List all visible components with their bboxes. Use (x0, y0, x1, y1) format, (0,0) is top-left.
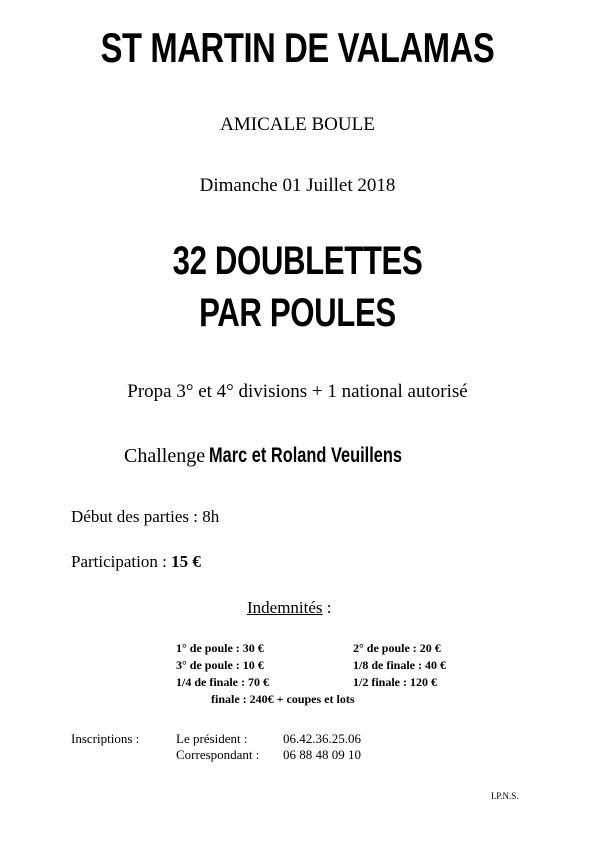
ipns-note: I.P.N.S. (491, 791, 519, 801)
prize-item: 2° de poule : 20 € (353, 641, 441, 655)
challenge-honoree: Marc et Roland Veuillens (209, 444, 403, 467)
inscriptions-label: Inscriptions : (71, 731, 140, 746)
contact-role: Correspondant : (176, 747, 260, 762)
prize-item: 1/8 de finale : 40 € (353, 658, 446, 672)
town-title: ST MARTIN DE VALAMAS (100, 24, 495, 71)
indemnites-heading (247, 598, 332, 618)
participation-line (71, 552, 201, 572)
indemnites-title: Indemnités (247, 598, 323, 617)
prize-item: 1° de poule : 30 € (176, 641, 264, 655)
challenge-line (124, 444, 457, 468)
challenge-label: Challenge (124, 445, 206, 467)
start-time: Début des parties : 8h (71, 507, 220, 526)
contact-phone: 06.42.36.25.06 (283, 731, 361, 746)
divisions-info: Propa 3° et 4° divisions + 1 national autorisé (127, 381, 468, 402)
event-format-line2: PAR POULES (199, 291, 396, 335)
prize-item: 1/2 finale : 120 € (353, 675, 437, 689)
contact-phone: 06 88 48 09 10 (283, 747, 361, 762)
club-name: AMICALE BOULE (220, 114, 375, 135)
indemnites-colon: : (322, 598, 332, 617)
contact-role: Le président : (176, 731, 248, 746)
participation-label: Participation : (71, 552, 172, 571)
prize-final: finale : 240€ + coupes et lots (211, 692, 355, 706)
event-date: Dimanche 01 Juillet 2018 (199, 175, 396, 196)
prize-item: 1/4 de finale : 70 € (176, 675, 269, 689)
participation-fee: 15 € (171, 552, 201, 571)
prize-item: 3° de poule : 10 € (176, 658, 264, 672)
event-format-line1: 32 DOUBLETTES (172, 239, 423, 283)
